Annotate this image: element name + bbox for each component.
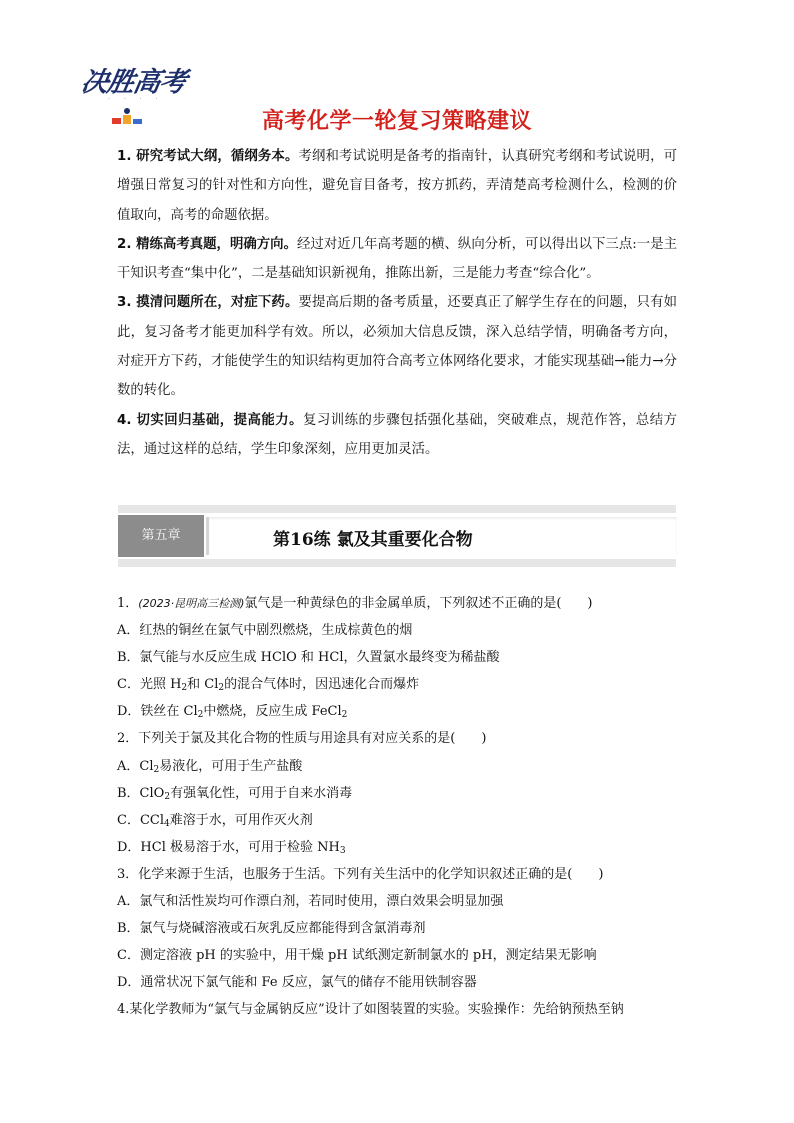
lesson-title: 第16练 氯及其重要化合物 xyxy=(273,530,473,550)
strategy-body: 复习训练的步骤包括强化基础，突破难点，规范作答，总结方法，通过这样的总结，学生印象深刻，应用更加灵活。 xyxy=(117,412,677,457)
question-source: (2023·昆明高三检测) xyxy=(138,597,245,610)
question-list xyxy=(117,590,682,1024)
strategy-heading: 4. 切实回归基础，提高能力。 xyxy=(117,412,303,428)
option-c: C．测定溶液 pH 的实验中，用干燥 pH 试纸测定新制氯水的 pH，测定结果无影响 xyxy=(117,948,597,964)
chapter-banner xyxy=(118,505,676,567)
strategy-item xyxy=(117,142,677,230)
option-d: D．铁丝在 $Cl_2$中燃烧，反应生成 FeCl$_2$ xyxy=(117,704,348,721)
question-stem: 2．下列关于氯及其化合物的性质与用途具有对应关系的是( ) xyxy=(117,731,487,747)
logo-dots: · · · · xyxy=(108,96,164,103)
question-stem: 3．化学来源于生活，也服务于生活。下列有关生活中的化学知识叙述正确的是( ) xyxy=(117,866,604,882)
strategy-body: 要提高后期的备考质量，还要真正了解学生存在的问题，只有如此，复习备考才能更加科学有效。所以，必须加大信息反馈，深入总结学情，明确备考方向，对症开方下药，才能使学生的知识结构更加符合高考立体网络化要求，才能实现基础→能力→分数的转化。 xyxy=(117,295,677,399)
question-stem: 1．(2023·昆明高三检测)氯气是一种黄绿色的非金属单质，下列叙述不正确的是( ) xyxy=(117,596,593,611)
strategy-heading: 3. 摸清问题所在，对症下药。 xyxy=(117,295,299,311)
option-a: A．$Cl_2$易液化，可用于生产盐酸 xyxy=(117,758,303,775)
strategy-body: 经过对近几年高考题的横、纵向分析，可以得出以下三点:一是主干知识考查“集中化”，二是基础知识新视角，推陈出新，三是能力考查“综合化”。 xyxy=(117,236,677,282)
option-a: A．氯气和活性炭均可作漂白剂，若同时使用，漂白效果会明显加强 xyxy=(117,894,504,910)
option-d: D．通常状况下氯气能和 Fe 反应，氯气的储存不能用铁制容器 xyxy=(117,975,477,991)
option-d: D．HCl 极易溶于水，可用于检验 $NH_3$ xyxy=(117,839,346,856)
strategy-section xyxy=(117,142,677,464)
chapter-label: 第五章 xyxy=(118,515,204,557)
strategy-heading: 2. 精练高考真题，明确方向。 xyxy=(117,236,298,252)
option-b: B．ClO$_2$有强氧化性，可用于自来水消毒 xyxy=(117,785,353,802)
option-a: A．红热的铜丝在氯气中剧烈燃烧，生成棕黄色的烟 xyxy=(117,623,413,639)
strategy-item xyxy=(117,288,677,405)
option-b: B．氯气与烧碱溶液或石灰乳反应都能得到含氯消毒剂 xyxy=(117,921,426,937)
question-stem: 4.某化学教师为“氯气与金属钠反应”设计了如图装置的实验。实验操作：先给钠预热至钠 xyxy=(117,1002,624,1018)
strategy-body: 考纲和考试说明是备考的指南针，认真研究考纲和考试说明，可增强日常复习的针对性和方向性，避免盲目备考，按方抓药，弄清楚高考检测什么，检测的价值取向，高考的命题依据。 xyxy=(117,149,677,223)
strategy-item xyxy=(117,230,677,289)
strategy-heading: 1. 研究考试大纲，循纲务本。 xyxy=(117,149,299,164)
logo-text: 决胜高考 xyxy=(78,67,189,98)
page-title: 高考化学一轮复习策略建议 xyxy=(261,109,532,134)
option-c: C．光照 $H_2$和 $Cl_2$的混合气体时，因迅速化合而爆炸 xyxy=(117,677,420,694)
option-b: B．氯气能与水反应生成 HClO 和 HCl，久置氯水最终变为稀盐酸 xyxy=(117,650,500,666)
strategy-item xyxy=(117,406,677,465)
option-c: C．CCl$_4$难溶于水，可用作灭火剂 xyxy=(117,812,313,829)
